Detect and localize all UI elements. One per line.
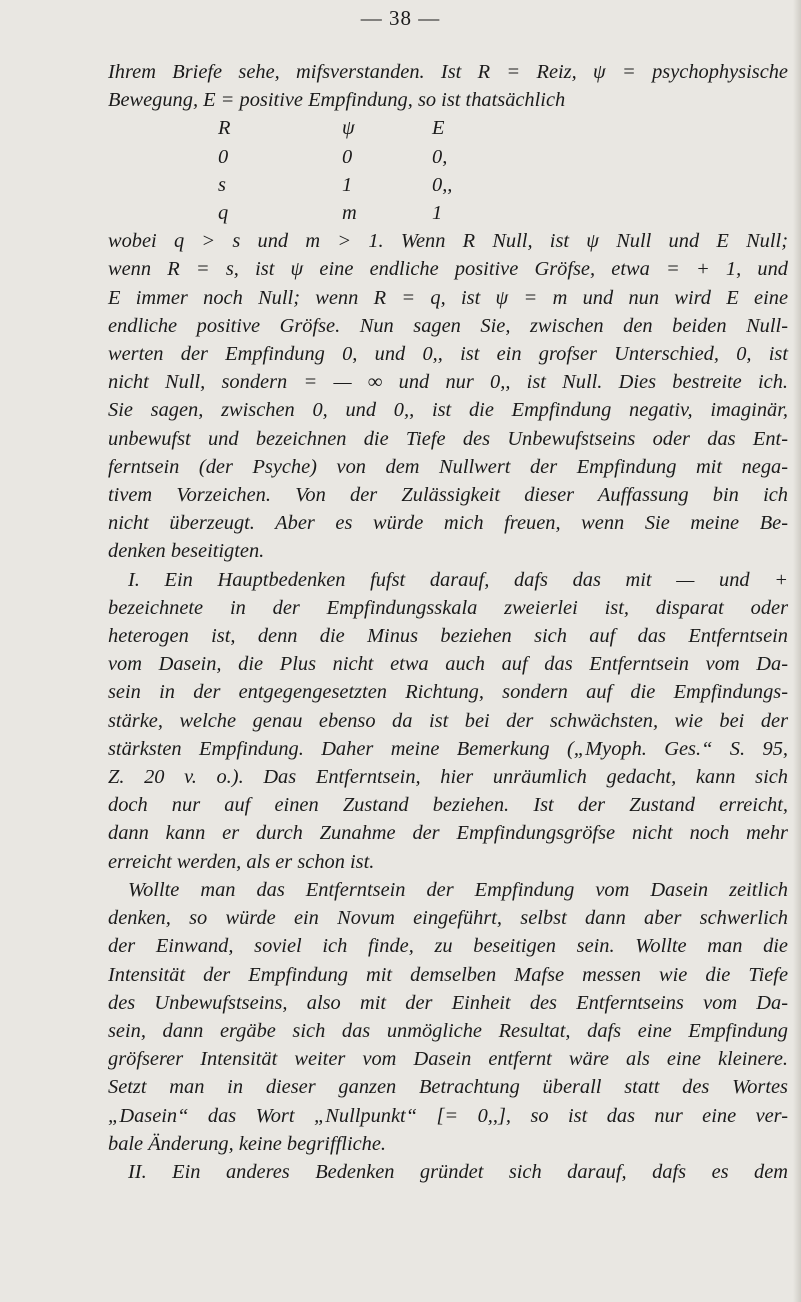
text-line: Ihrem Briefe sehe, mifsverstanden. Ist R = Reiz, ψ = psychophysische — [108, 61, 788, 83]
text-line: werten der Empfindung 0, und 0,, ist ein grofser Unterschied, 0, ist — [108, 343, 788, 366]
text-line: wenn R = s, ist ψ eine endliche positive Gröfse, etwa = + 1, und — [108, 258, 788, 281]
table-cell: 1 — [432, 202, 443, 225]
text-line: sein, dann ergäbe sich das unmögliche Resultat, dafs eine Empfindung — [108, 1019, 788, 1042]
text-line: E immer noch Null; wenn R = q, ist ψ = m und nun wird E eine — [108, 286, 788, 309]
page-number: — 38 — — [360, 6, 441, 30]
table-row — [108, 199, 492, 227]
table-cell: 0, — [432, 145, 448, 168]
text-line: erreicht werden, als er schon ist. — [108, 850, 375, 873]
text-line: II. Ein anderes Bedenken gründet sich darauf, dafs es dem — [128, 1160, 788, 1183]
text-line: unbewufst und bezeichnen die Tiefe des Unbewufstseins oder das Ent- — [108, 427, 788, 450]
table-header: E — [432, 117, 445, 140]
text-line: wobei q > s und m > 1. Wenn R Null, ist ψ Null und E Null; — [108, 230, 788, 253]
text-line: der Einwand, soviel ich finde, zu beseitigen sein. Wollte man die — [108, 935, 788, 958]
table-cell: s — [218, 173, 226, 196]
text-line: stärke, welche genau ebenso da ist bei der schwächsten, wie bei der — [108, 709, 788, 732]
text-line: heterogen ist, denn die Minus beziehen sich auf das Entferntsein — [108, 625, 788, 648]
text-line: ferntsein (der Psyche) von dem Nullwert der Empfindung mit nega- — [108, 455, 788, 478]
text-line: Z. 20 v. o.). Das Entferntsein, hier unräumlich gedacht, kann sich — [108, 766, 788, 789]
table-cell: 0 — [218, 145, 229, 168]
page-edge-shadow — [793, 0, 801, 1302]
text-line: Bewegung, E = positive Empfindung, so ist thatsächlich — [108, 89, 566, 112]
text-line: bezeichnete in der Empfindungsskala zweierlei ist, disparat oder — [108, 596, 788, 619]
text-line: nicht überzeugt. Aber es würde mich freuen, wenn Sie meine Be- — [108, 512, 788, 535]
text-line: Sie sagen, zwischen 0, und 0,, ist die Empfindung negativ, imaginär, — [108, 399, 788, 422]
text-line: tivem Vorzeichen. Von der Zulässigkeit dieser Auffassung bin ich — [108, 484, 788, 507]
table-cell: 1 — [342, 173, 353, 196]
table-row — [108, 143, 492, 171]
table-header: R — [218, 117, 231, 140]
text-line: bale Änderung, keine begriffliche. — [108, 1132, 387, 1155]
text-line: denken, so würde ein Novum eingeführt, selbst dann aber schwerlich — [108, 907, 788, 930]
table-cell: m — [342, 202, 357, 225]
text-line: gröfserer Intensität weiter vom Dasein entfernt wäre als eine kleinere. — [108, 1048, 788, 1071]
text-line: denken beseitigten. — [108, 540, 265, 563]
text-line: endliche positive Gröfse. Nun sagen Sie, zwischen den beiden Null- — [108, 314, 788, 337]
text-line: „Dasein“ das Wort „Nullpunkt“ [= 0,,], so ist das nur eine ver- — [108, 1104, 788, 1127]
text-line: Wollte man das Entferntsein der Empfindung vom Dasein zeitlich — [128, 878, 788, 901]
text-line: I. Ein Hauptbedenken fufst darauf, dafs das mit — und + — [128, 568, 788, 591]
table-cell: q — [218, 202, 229, 225]
text-line: stärksten Empfindung. Daher meine Bemerkung („Myoph. Ges.“ S. 95, — [108, 737, 788, 760]
text-line: Intensität der Empfindung mit demselben Mafse messen wie die Tiefe — [108, 963, 788, 986]
text-line: Setzt man in dieser ganzen Betrachtung überall statt des Wortes — [108, 1076, 788, 1099]
value-table — [108, 114, 492, 227]
table-header-row — [108, 114, 492, 142]
table-cell: 0,, — [432, 173, 453, 196]
page-text — [108, 58, 788, 1186]
text-line: nicht Null, sondern = — ∞ und nur 0,, ist Null. Dies bestreite ich. — [108, 371, 788, 394]
text-line: dann kann er durch Zunahme der Empfindungsgröfse nicht noch mehr — [108, 822, 788, 845]
text-line: sein in der entgegengesetzten Richtung, sondern auf die Empfindungs- — [108, 681, 788, 704]
table-header: ψ — [342, 117, 355, 140]
text-line: des Unbewufstseins, also mit der Einheit des Entferntseins vom Da- — [108, 991, 788, 1014]
text-line: doch nur auf einen Zustand beziehen. Ist der Zustand erreicht, — [108, 794, 788, 817]
table-row — [108, 171, 492, 199]
text-line: vom Dasein, die Plus nicht etwa auch auf das Entferntsein vom Da- — [108, 653, 788, 676]
table-cell: 0 — [342, 145, 353, 168]
